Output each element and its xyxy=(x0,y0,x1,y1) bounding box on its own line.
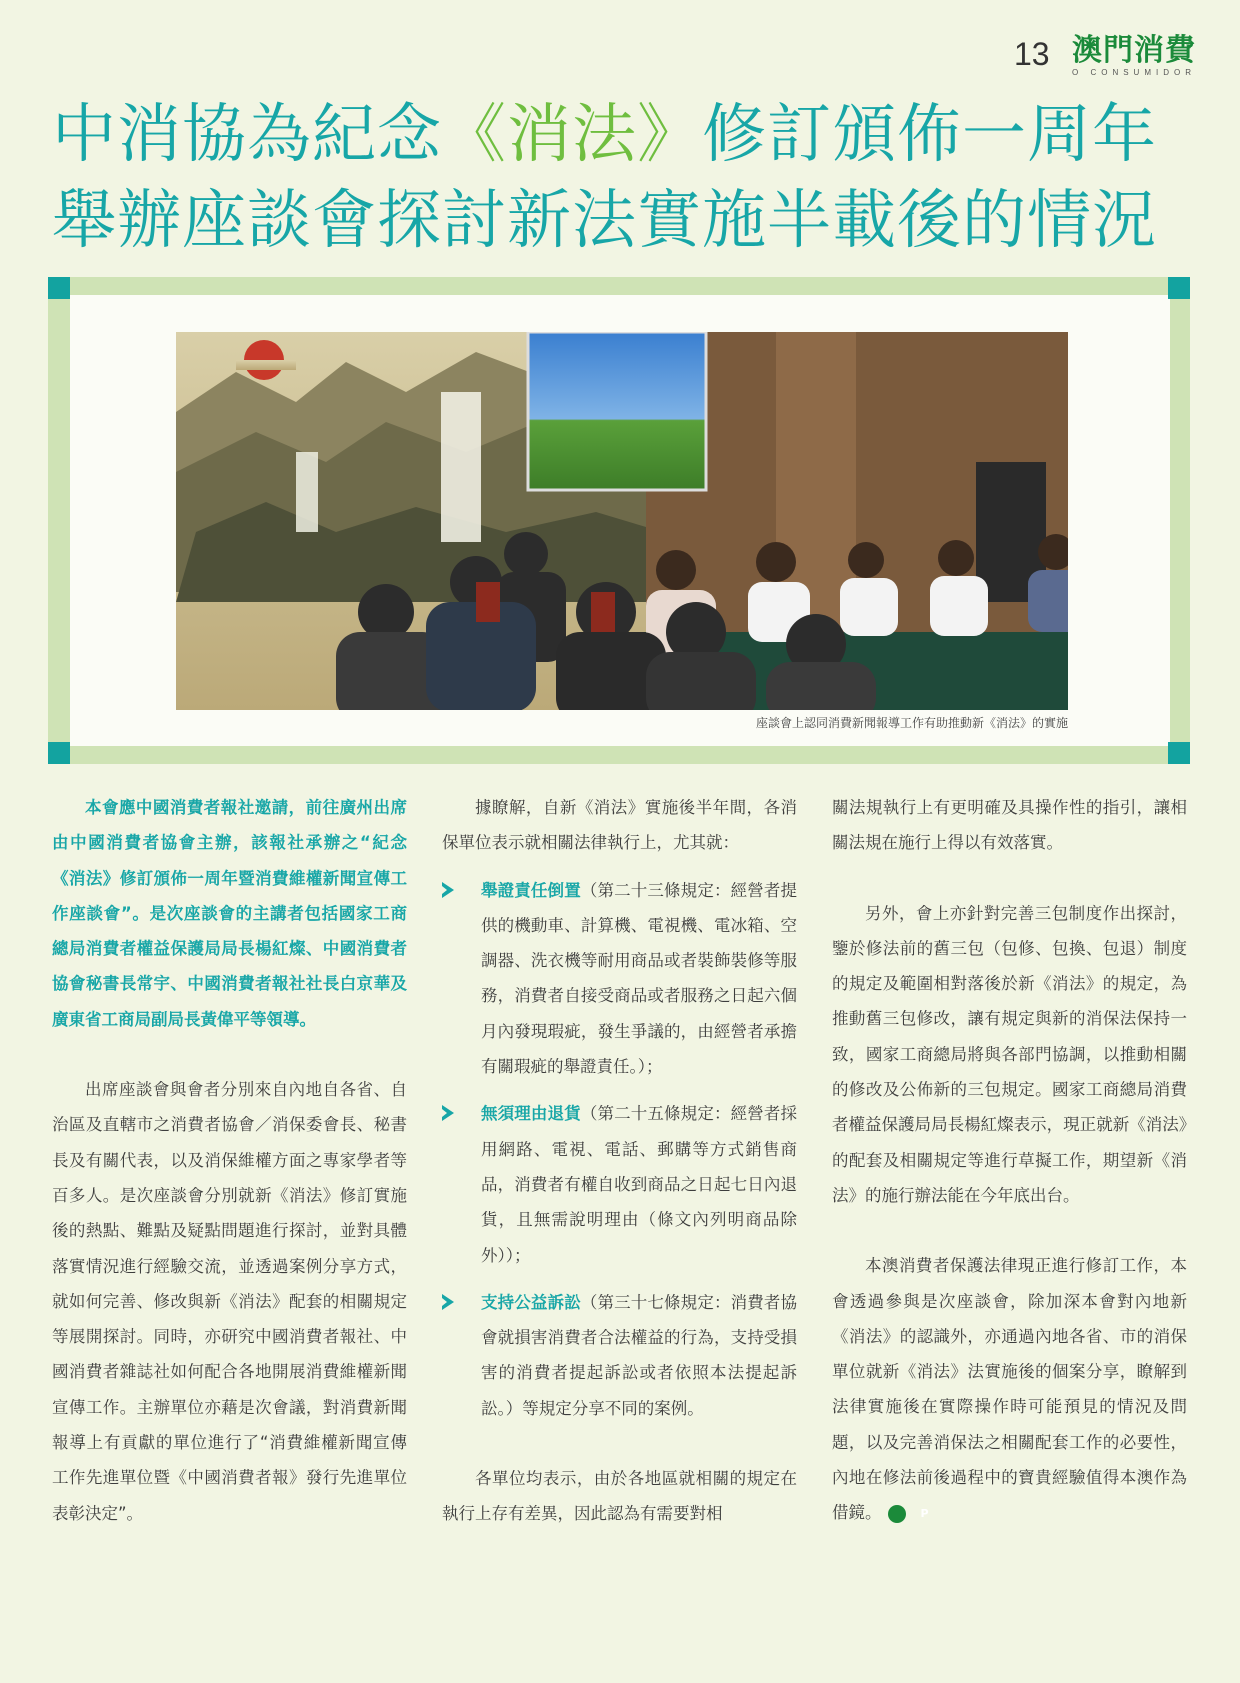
closing-text: 本澳消費者保護法律現正進行修訂工作，本會透過參與是次座談會，除加深本會對內地新《消法》的認識外，亦通過內地各省、市的消保單位就新《消法》法實施後的個案分享，瞭解到法律實施後在實際操作時可能預見的情況及問題，以及完善消保法之相關配套工作的必要性，內地在修法前後過程中的寶貴經驗值得本澳作為借鏡。 xyxy=(832,1256,1187,1523)
article-column-2 xyxy=(442,790,797,1532)
article-title xyxy=(52,92,1202,264)
body-paragraph: 各單位均表示，由於各地區就相關的規定在執行上存有差異，因此認為有需要對相 xyxy=(442,1469,797,1524)
arrow-bullet-icon xyxy=(442,882,454,898)
paragraph-gap xyxy=(832,1213,1187,1248)
meeting-photo xyxy=(176,332,1068,710)
paragraph-gap xyxy=(52,1037,407,1072)
page-number: 13 xyxy=(1014,36,1050,72)
magazine-logo xyxy=(1072,33,1196,80)
end-mark-icon: P xyxy=(888,1505,906,1523)
body-paragraph xyxy=(832,1248,1187,1530)
bullet-text: （第三十七條規定：消費者協會就損害消費者合法權益的行為，支持受損害的消費者提起訴訟或者依照本法提起訴訟。）等規定分享不同的案例。 xyxy=(481,1292,798,1418)
photo-caption: 座談會上認同消費新聞報導工作有助推動新《消法》的實施 xyxy=(755,716,1068,730)
meeting-photo-illustration xyxy=(176,332,1068,710)
bullet-term: 舉證責任倒置 xyxy=(481,880,581,900)
title-highlight: 《消法》 xyxy=(442,98,702,172)
paragraph-gap xyxy=(442,1273,797,1285)
logo-text: 澳門消費 xyxy=(1072,33,1196,68)
title-part: 中消協為紀念 xyxy=(52,98,442,172)
paragraph-gap xyxy=(832,861,1187,896)
title-part: 修訂頒佈一周年 xyxy=(702,98,1157,172)
bullet-item xyxy=(442,1096,797,1272)
body-paragraph: 另外，會上亦針對完善三包制度作出探討，鑒於修法前的舊三包（包修、包換、包退）制度的規定及範圍相對落後於新《消法》的規定，為推動舊三包修改，讓有規定與新的消保法保持一致，國家工商總局將與各部門協調，以推動相關的修改及公佈新的三包規定。國家工商總局消費者權益保護局局長楊紅燦表示，現正就新《消法》的配套及相關規定等進行草擬工作，期望新《消法》的施行辦法能在今年底出台。 xyxy=(832,903,1187,1205)
article-column-3 xyxy=(832,790,1187,1531)
frame-corner xyxy=(48,742,70,764)
body-paragraph: 據瞭解，自新《消法》實施後半年間，各消保單位表示就相關法律執行上，尤其就： xyxy=(442,798,797,853)
article-column-1 xyxy=(52,790,407,1531)
paragraph-gap xyxy=(442,1084,797,1096)
logo-subtitle: O CONSUMIDOR xyxy=(1072,68,1196,77)
body-paragraph: 關法規執行上有更明確及具操作性的指引，讓相關法規在施行上得以有效落實。 xyxy=(832,798,1187,853)
title-line-1 xyxy=(52,92,1202,178)
title-line-2: 舉辦座談會探討新法實施半載後的情況 xyxy=(52,184,1157,258)
intro-paragraph: 本會應中國消費者報社邀請，前往廣州出席由中國消費者協會主辦，該報社承辦之“紀念《消法》修訂頒佈一周年暨消費維權新聞宣傳工作座談會”。是次座談會的主講者包括國家工商總局消費者權益保護局局長楊紅燦、中國消費者協會秘書長常宇、中國消費者報社社長白京華及廣東省工商局副局長黃偉平等領導。 xyxy=(52,798,407,1029)
bullet-term: 支持公益訴訟 xyxy=(481,1292,581,1312)
body-paragraph: 出席座談會與會者分別來自內地自各省、自治區及直轄市之消費者協會／消保委會長、秘書長及有關代表，以及消保維權方面之專家學者等百多人。是次座談會分別就新《消法》修訂實施後的熱點、難點及疑點問題進行探討，並對具體落實情況進行經驗交流，並透過案例分享方式，就如何完善、修改與新《消法》配套的相關規定等展開探討。同時，亦研究中國消費者報社、中國消費者雜誌社如何配合各地開展消費維權新聞宣傳工作。主辦單位亦藉是次會議，對消費新聞報導上有貢獻的單位進行了“消費維權新聞宣傳工作先進單位暨《中國消費者報》發行先進單位表彰決定”。 xyxy=(52,1080,407,1523)
paragraph-gap xyxy=(442,861,797,873)
frame-corner xyxy=(1168,742,1190,764)
paragraph-gap xyxy=(442,1426,797,1461)
bullet-text: （第二十五條規定：經營者採用網路、電視、電話、郵購等方式銷售商品，消費者有權自收到商品之日起七日內退貨，且無需說明理由（條文內列明商品除外））； xyxy=(481,1104,798,1265)
frame-corner xyxy=(48,277,70,299)
bullet-text: （第二十三條規定：經營者提供的機動車、計算機、電視機、電冰箱、空調器、洗衣機等耐用商品或者裝飾裝修等服務，消費者自接受商品或者服務之日起六個月內發現瑕疵，發生爭議的，由經營者承擔有關瑕疵的舉證責任。）； xyxy=(481,880,798,1077)
frame-corner xyxy=(1168,277,1190,299)
bullet-item xyxy=(442,1285,797,1426)
bullet-term: 無須理由退貨 xyxy=(481,1104,581,1124)
arrow-bullet-icon xyxy=(442,1294,454,1310)
bullet-item xyxy=(442,873,797,1085)
arrow-bullet-icon xyxy=(442,1105,454,1121)
